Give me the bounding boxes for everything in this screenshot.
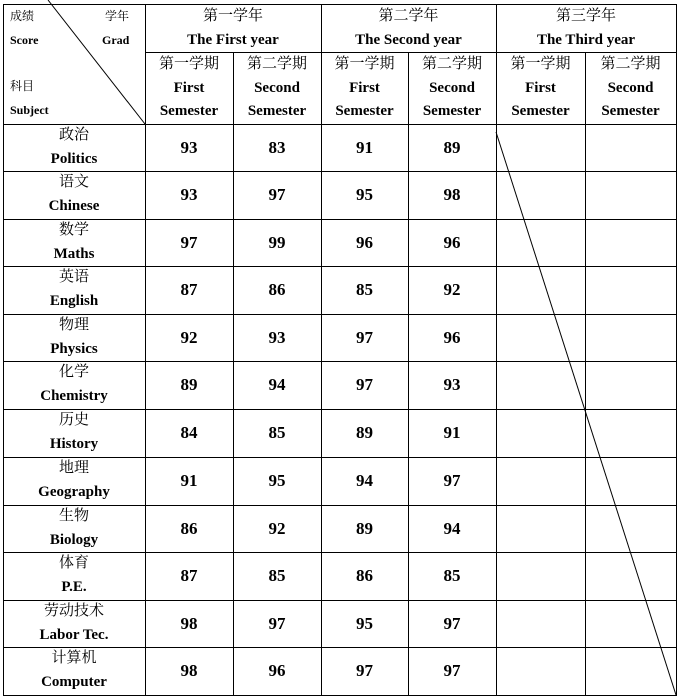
score-cell: 89 xyxy=(443,138,461,157)
year-header-en-3: The Third year xyxy=(536,32,636,48)
subject-name-cn: 语文 xyxy=(58,174,89,190)
subject-name-cn: 体育 xyxy=(58,555,89,571)
score-cell: 87 xyxy=(180,280,198,299)
corner-score-en: Score xyxy=(10,33,39,47)
score-cell: 97 xyxy=(356,661,373,680)
score-cell: 86 xyxy=(268,280,286,299)
score-cell: 96 xyxy=(356,233,373,252)
semester-header-en2: Semester xyxy=(247,103,307,119)
semester-header-en2: Semester xyxy=(335,103,394,119)
semester-header-en2: Semester xyxy=(601,103,660,119)
semester-header-cn: 第二学期 xyxy=(246,56,307,72)
subject-name-en: History xyxy=(49,436,99,452)
score-cell: 98 xyxy=(443,185,461,204)
subject-name-cn: 英语 xyxy=(58,269,89,285)
subject-name-cn: 历史 xyxy=(58,412,89,428)
corner-grade-cn: 学年 xyxy=(105,9,130,23)
semester-header-cn: 第一学期 xyxy=(158,56,219,72)
score-cell: 98 xyxy=(180,614,198,633)
subject-name-en: P.E. xyxy=(61,579,87,595)
score-cell: 97 xyxy=(443,614,461,633)
corner-diagonal xyxy=(48,0,145,124)
subject-name-en: English xyxy=(49,293,99,309)
subject-name-en: Biology xyxy=(49,532,99,548)
score-cell: 95 xyxy=(268,471,286,490)
score-cell: 96 xyxy=(443,328,461,347)
score-cell: 83 xyxy=(268,138,286,157)
score-cell: 95 xyxy=(356,185,373,204)
semester-header-en1: Second xyxy=(254,80,300,96)
score-cell: 89 xyxy=(356,519,373,538)
score-cell: 92 xyxy=(268,519,286,538)
semester-header-cn: 第一学期 xyxy=(510,56,571,72)
semester-header-en2: Semester xyxy=(422,103,482,119)
score-cell: 97 xyxy=(180,233,198,252)
semester-header-en1: First xyxy=(173,80,205,96)
subject-name-en: Labor Tec. xyxy=(39,627,109,643)
semester-header-en1: First xyxy=(525,80,556,96)
score-cell: 95 xyxy=(356,614,373,633)
score-cell: 97 xyxy=(268,614,286,633)
subject-name-cn: 物理 xyxy=(58,317,89,333)
score-cell: 85 xyxy=(268,566,286,585)
score-cell: 93 xyxy=(180,138,198,157)
corner-grade-en: Grad xyxy=(102,33,130,47)
year-header-cn-2: 第二学年 xyxy=(378,8,439,24)
score-cell: 97 xyxy=(356,328,373,347)
subject-name-cn: 计算机 xyxy=(51,650,97,666)
semester-header-en1: First xyxy=(349,80,380,96)
subject-name-en: Chinese xyxy=(48,198,100,214)
subject-name-en: Computer xyxy=(41,674,107,690)
score-cell: 99 xyxy=(268,233,286,252)
score-cell: 84 xyxy=(180,423,198,442)
score-cell: 93 xyxy=(180,185,198,204)
subject-name-en: Maths xyxy=(53,246,95,262)
corner-subject-en: Subject xyxy=(10,103,49,117)
score-cell: 85 xyxy=(356,280,373,299)
score-cell: 89 xyxy=(356,423,373,442)
score-cell: 97 xyxy=(356,375,373,394)
subject-name-cn: 化学 xyxy=(58,364,89,380)
score-cell: 85 xyxy=(268,423,286,442)
semester-header-en1: Second xyxy=(429,80,475,96)
score-cell: 97 xyxy=(268,185,286,204)
subject-name-cn: 地理 xyxy=(58,460,89,476)
score-cell: 92 xyxy=(443,280,461,299)
semester-header-en2: Semester xyxy=(511,103,570,119)
void-diagonal xyxy=(496,132,676,695)
score-cell: 97 xyxy=(443,661,461,680)
semester-header-cn: 第二学期 xyxy=(600,56,661,72)
subject-name-en: Physics xyxy=(50,341,98,357)
score-cell: 94 xyxy=(356,471,373,490)
subject-name-en: Chemistry xyxy=(40,388,108,404)
subject-name-en: Politics xyxy=(50,151,98,167)
score-cell: 91 xyxy=(180,471,198,490)
score-cell: 91 xyxy=(443,423,461,442)
subject-name-cn: 数学 xyxy=(58,222,89,238)
score-cell: 92 xyxy=(180,328,198,347)
score-cell: 96 xyxy=(268,661,286,680)
score-cell: 97 xyxy=(443,471,461,490)
score-cell: 85 xyxy=(443,566,461,585)
score-cell: 91 xyxy=(356,138,373,157)
subject-name-cn: 生物 xyxy=(58,508,89,524)
subject-name-cn: 劳动技术 xyxy=(43,603,104,619)
semester-header-cn: 第一学期 xyxy=(334,56,395,72)
semester-header-cn: 第二学期 xyxy=(421,56,482,72)
semester-header-en1: Second xyxy=(607,80,654,96)
score-cell: 86 xyxy=(356,566,373,585)
score-cell: 94 xyxy=(443,519,461,538)
year-header-cn-1: 第一学年 xyxy=(202,8,263,24)
corner-score-cn: 成绩 xyxy=(10,9,35,23)
score-cell: 89 xyxy=(180,375,198,394)
semester-header-en2: Semester xyxy=(159,103,219,119)
score-cell: 93 xyxy=(268,328,286,347)
subject-name-cn: 政治 xyxy=(58,127,89,143)
subject-name-en: Geography xyxy=(38,484,110,500)
score-cell: 93 xyxy=(443,375,461,394)
score-cell: 96 xyxy=(443,233,461,252)
score-cell: 94 xyxy=(268,375,286,394)
corner-subject-cn: 科目 xyxy=(10,79,35,93)
year-header-cn-3: 第三学年 xyxy=(555,8,616,24)
year-header-en-2: The Second year xyxy=(355,32,462,48)
score-cell: 98 xyxy=(180,661,198,680)
score-cell: 86 xyxy=(180,519,198,538)
year-header-en-1: The First year xyxy=(187,32,279,48)
score-cell: 87 xyxy=(180,566,198,585)
